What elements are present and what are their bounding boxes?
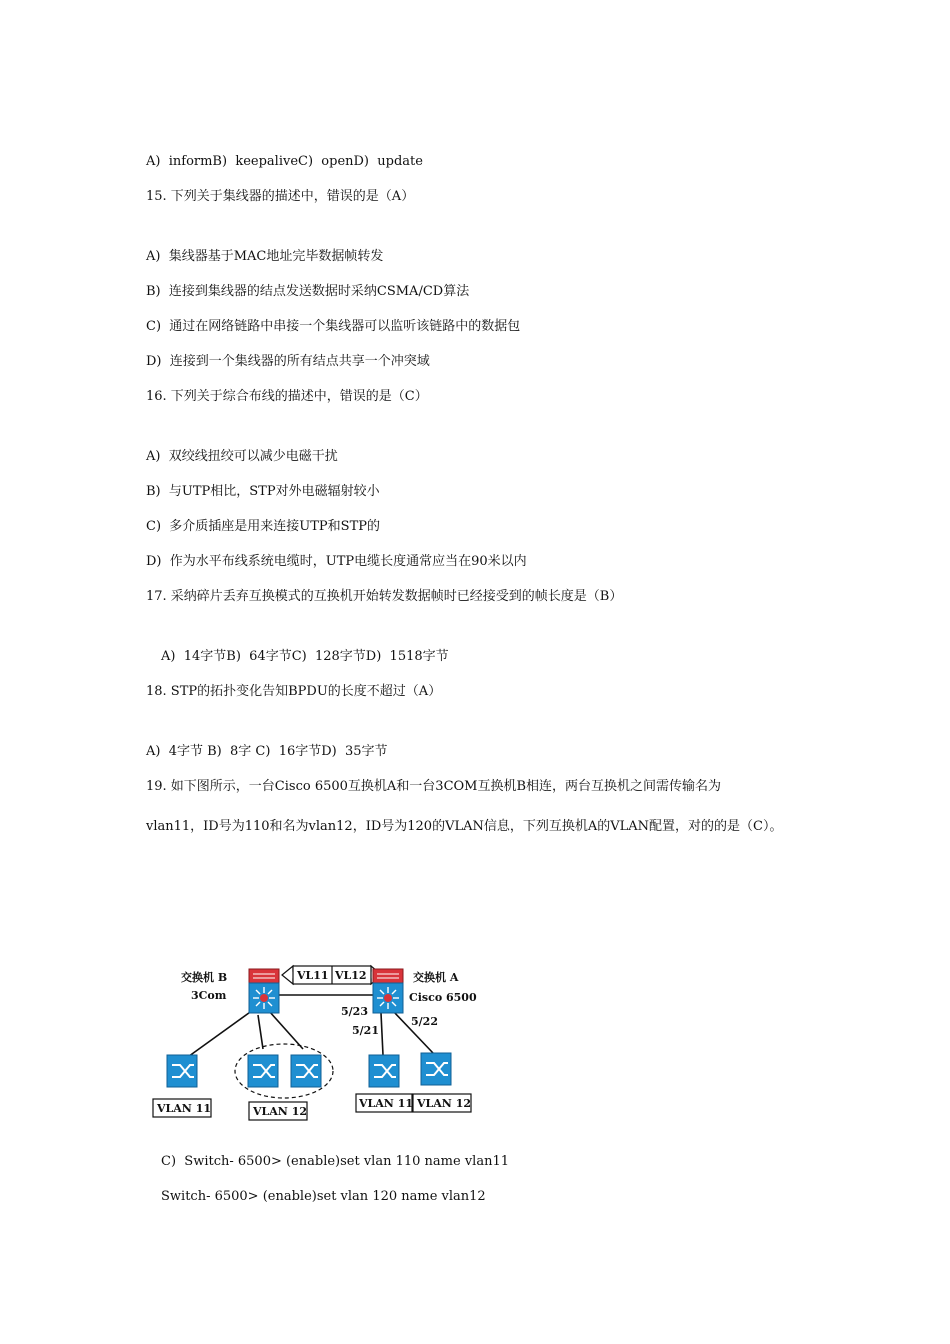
option-a: A) 双绞线扭绞可以减少电磁干扰 [146, 449, 338, 464]
switch-a-label: 交换机 A [413, 971, 459, 984]
vlan-label-b-11: VLAN 11 [157, 1102, 211, 1115]
option-d: D) 作为水平布线系统电缆时，UTP电缆长度通常应当在90米以内 [146, 554, 527, 569]
question-19: 19. 如下图所示，一台Cisco 6500互换机A和一台3COM互换机B相连，两台互换机之间需传输名为 [146, 779, 722, 794]
link-b-vlan11 [185, 1010, 253, 1059]
link-a-port521 [381, 1013, 383, 1055]
access-switch-icon [291, 1055, 321, 1087]
switch-a-icon [373, 969, 403, 1013]
option-line: A) 14字节B) 64字节C) 128字节D) 1518字节 [161, 649, 449, 664]
link-b-vlan12a [258, 1015, 263, 1049]
option-d: D) 连接到一个集线器的所有结点共享一个冲突域 [146, 354, 430, 369]
vlan-label-b-12: VLAN 12 [253, 1105, 307, 1118]
option-a: A) 集线器基于MAC地址完毕数据帧转发 [146, 249, 384, 264]
port-label-521: 5/21 [352, 1024, 379, 1037]
trunk-label-vl11: VL11 [297, 969, 329, 982]
option-b: B) 与UTP相比，STP对外电磁辐射较小 [146, 484, 380, 499]
option-line: A) informB) keepaliveC) openD) update [146, 154, 423, 169]
access-switch-icon [369, 1055, 399, 1087]
question-15: 15. 下列关于集线器的描述中，错误的是（A） [146, 189, 415, 204]
switch-a-brand: Cisco 6500 [409, 991, 477, 1004]
trunk-label-vl12: VL12 [335, 969, 367, 982]
option-b: B) 连接到集线器的结点发送数据时采纳CSMA/CD算法 [146, 284, 470, 299]
option-line: A) 4字节 B) 8字 C) 16字节D) 35字节 [146, 744, 388, 759]
option-c: C) 多介质插座是用来连接UTP和STP的 [146, 519, 380, 534]
answer-line: C) Switch- 6500> (enable)set vlan 110 name vlan11 [161, 1154, 509, 1169]
option-c: C) 通过在网络链路中串接一个集线器可以监听该链路中的数据包 [146, 319, 521, 334]
question-17: 17. 采纳碎片丢弃互换模式的互换机开始转发数据帧时已经接受到的帧长度是（B） [146, 589, 623, 604]
port-label-523: 5/23 [341, 1005, 368, 1018]
access-switch-icon [248, 1055, 278, 1087]
answer-line: Switch- 6500> (enable)set vlan 120 name vlan12 [161, 1189, 486, 1204]
access-switch-icon [421, 1053, 451, 1085]
question-16: 16. 下列关于综合布线的描述中，错误的是（C） [146, 389, 428, 404]
vlan-label-a-11: VLAN 11 [359, 1097, 413, 1110]
switch-b-brand: 3Com [191, 989, 227, 1002]
switch-b-label: 交换机 B [181, 971, 228, 984]
switch-b-icon [249, 969, 279, 1013]
network-diagram [145, 955, 485, 1135]
question-19-continued: vlan11，ID号为110和名为vlan12，ID号为120的VLAN信息，下列互换机A的VLAN配置，对的的是（C）。 [146, 819, 783, 834]
link-b-vlan12b [269, 1011, 303, 1049]
question-18: 18. STP的拓扑变化告知BPDU的长度不超过（A） [146, 684, 442, 699]
access-switch-icon [167, 1055, 197, 1087]
vlan-label-a-12: VLAN 12 [417, 1097, 471, 1110]
port-label-522: 5/22 [411, 1015, 438, 1028]
